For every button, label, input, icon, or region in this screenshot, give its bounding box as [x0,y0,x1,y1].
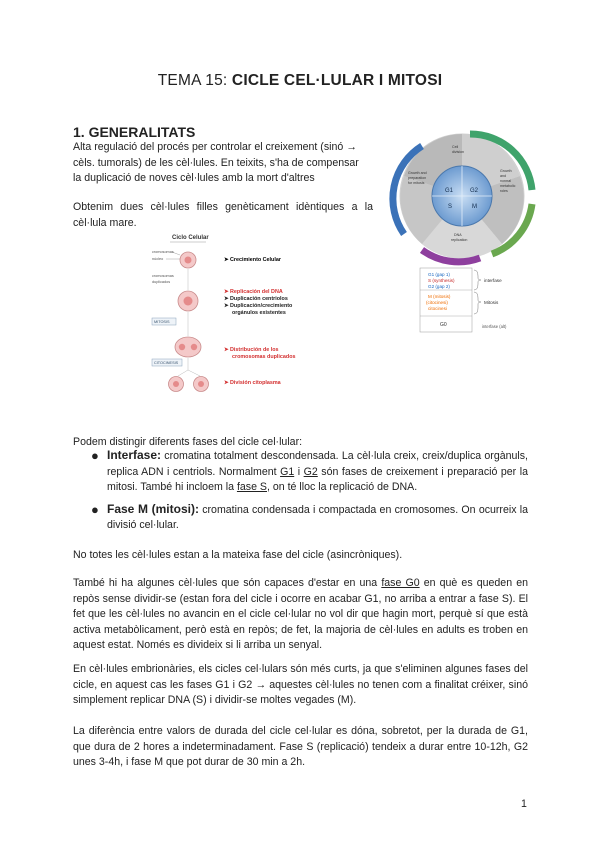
phase-bullet-list [91,448,528,540]
term-fase-s: fase S [236,481,267,494]
legend-item: G1 (gap 1) [428,272,450,277]
legend-item: (citocinesi) [426,300,448,305]
ring-label: preparation [408,176,427,180]
cell-cycle-figure [148,228,358,400]
step-label: ➤ Crecimiento Celular [224,257,281,263]
ring-label: replication [451,238,468,242]
core-label: S [448,204,453,210]
paragraph-duration: La diferència entre valors de durada del cicle cel·lular es dóna, sobretot, per la durada de G1, que dura de 2 hores a indeterminadament. Fase S (replicació) tendeix a durar entre 10-12h, G2 unes 3-4h, i fase M que pot durar de 30 min a 2h. [73,725,528,769]
ring-label: metabolic [500,184,516,188]
ring-label: Growth [500,169,512,173]
paragraph-regulation [73,140,373,187]
cell-label: duplicados [152,280,171,284]
core-label: G2 [470,188,479,194]
phase-tag-citocinesis: CITOCINESIS [154,361,179,365]
step-label: ➤ Duplicación centriolos [224,296,288,302]
paragraph-daughter-cells: Obtenim dues cèl·lules filles genèticament idèntiques a la cèl·lula mare. [73,201,373,229]
bullet-text: i [294,465,304,478]
figure-title: Ciclo Celular [172,235,209,241]
step-label: ➤ División citoplasma [224,380,281,386]
list-item-fase-m [91,502,528,534]
section-heading-generalitats: 1. GENERALITATS [73,124,196,140]
bullet-text: , on té lloc la replicació de DNA. [266,481,418,494]
legend-item: G2 (gap 2) [428,284,450,289]
term-g1: G1 [280,465,295,478]
page-title [0,72,600,90]
bullet-text: cromatina condensada i compactada en cromosomes. On ocurreix la divisió cel·lular. [107,503,528,532]
bullet-icon: ● [91,501,99,517]
term-g2: G2 [303,465,318,478]
cell-label: cromosomas [152,250,174,254]
title-main: CICLE CEL·LULAR I MITOSI [231,72,443,89]
title-prefix: TEMA 15: [157,72,232,89]
ring-label: division [452,150,464,154]
legend-item: M (mitosis) [428,294,451,299]
step-label: ➤ Replicación del DNA [224,289,283,295]
side-label-interfase: interfase [484,278,502,283]
legend-item: G0 [440,322,447,328]
paragraph-phases-intro: Podem distingir diferents fases del cicle cel·lular: [73,436,303,448]
ring-label: Growth and [408,171,427,175]
step-label: orgánulos existentes [232,310,286,316]
core-label: M [472,204,477,210]
paragraph-line: la duplicació de noves cèl·lules amb la mort d'altres [73,172,315,185]
ring-label: Cell [452,145,459,149]
list-item-interfase [91,448,528,496]
paragraph-line: cèls. tumorals) de les cèl·lules. En teixits, s'ha de compensar [73,156,359,169]
ring-label: and [500,174,506,178]
paragraph-asynchronous: No totes les cèl·lules estan a la mateixa fase del cicle (asincròniques). [73,549,403,561]
bullet-text: són fases de creixement i preparació per la mitosi. També hi incloem la [107,465,528,494]
core-label: G1 [445,188,454,194]
bullet-text: cromatina totalment descondensada. La cèl·lula creix, creix/duplica orgànuls, replica ADN i centriols. Normalment [107,450,528,478]
paragraph-text: També hi ha algunes cèl·lules que són capaces d'estar en una [73,577,382,589]
step-label: cromosomas duplicados [232,354,296,360]
cell-cycle-wheel-figure [382,130,542,340]
page-number: 1 [521,798,527,810]
ring-label: normal [500,179,511,183]
paragraph-g0 [73,576,528,654]
side-label-interfase-alt: interfase (alt) [482,324,507,329]
paragraph-text: en què es queden en repòs sense dividir-se (estan fora del cicle i ocorre en acabar G1, no arriba a entrar a fase S). El fet que les cèl·lules no avancin en el cicle cel·lular no vol dir que hagin mort, perquè sí que està activa metabòlicament, però està en repòs; de fet, la majoria de cèl·lules en adults es troben en aquest estat. Només es divideix si li arriba un senyal. [73,577,528,652]
cell-label: cromosomas [152,274,174,278]
paragraph-embryonic: En cèl·lules embrionàries, els cicles cel·lulars són més curts, ja que s'eliminen algunes fases del cicle, en aquest cas les fases G1 i G2 → aquestes cèl·lules no tenen com a finalitat créixer, sinó simplement replicar DNA (S) i dividir-se moltes vegades (M). [73,663,528,707]
legend-item: S (synthesis) [428,278,455,283]
term-fase-g0: fase G0 [381,577,420,589]
phase-tag-mitosis: MITOSIS [154,320,170,324]
term-fase-m: Fase M (mitosi): [107,501,199,516]
cell-label: núcleo [152,257,164,261]
side-label-mitosis: Mitosis [484,300,499,305]
step-label: ➤ Duplicación/crecimiento [224,303,293,309]
bullet-icon: ● [91,448,99,463]
step-label: ➤ Distribución de los [224,347,279,353]
ring-label: for mitosis [408,181,425,185]
term-interfase: Interfase: [107,448,162,462]
ring-label: DNA [454,233,462,237]
ring-label: roles [500,189,508,193]
legend-item: citocinesi [428,306,447,311]
paragraph-line: Alta regulació del procés per controlar el creixement (sinó → [73,141,357,153]
